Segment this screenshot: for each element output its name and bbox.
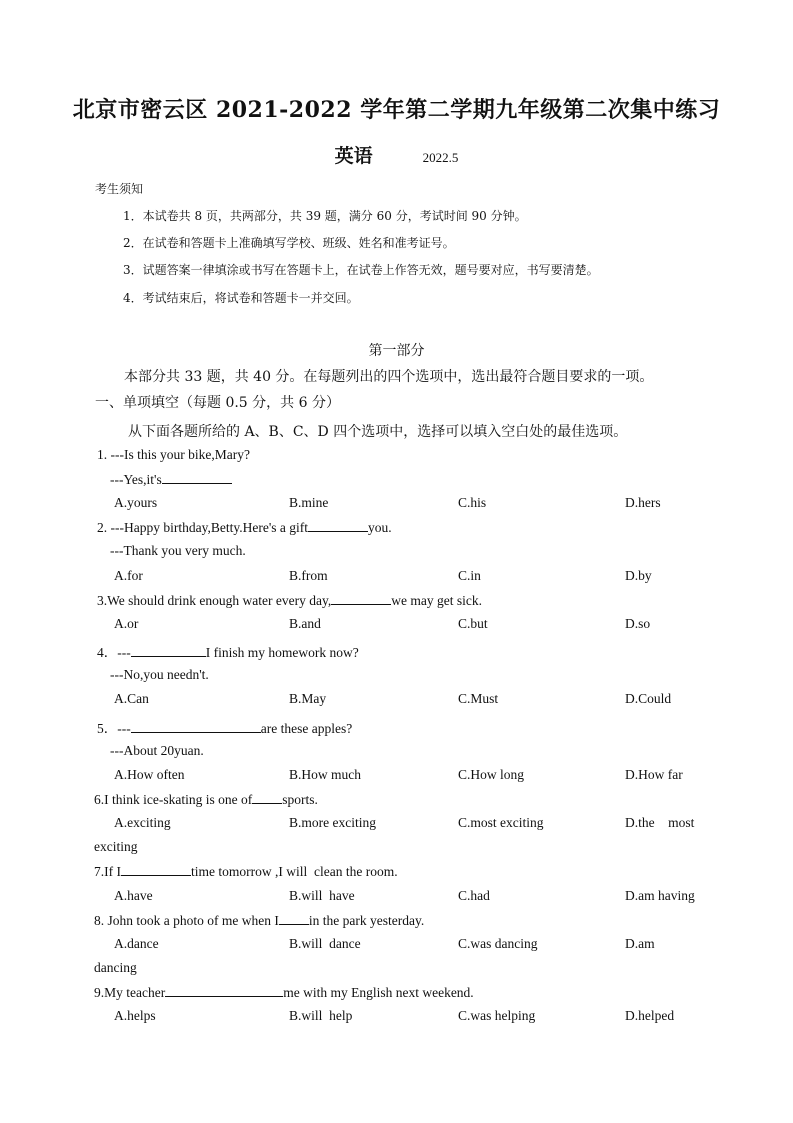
- question-5-response: ---About 20yuan.: [110, 743, 204, 758]
- answer-blank: [308, 519, 368, 532]
- option: D.Could: [625, 691, 672, 706]
- option: B.May: [289, 691, 327, 706]
- option: A.helps: [114, 1008, 156, 1023]
- option: A.exciting: [114, 815, 171, 830]
- question-9: 9.My teacher me with my English next weekend.: [94, 985, 474, 1000]
- answer-blank: [331, 592, 391, 605]
- question-4-response: ---No,you needn't.: [110, 667, 209, 682]
- notice-item: 4．考试结束后，将试卷和答题卡一并交回。: [123, 291, 359, 305]
- question-1: 1. ---Is this your bike,Mary?: [97, 447, 250, 462]
- question-8: 8. John took a photo of me when I in the park yesterday.: [94, 913, 425, 928]
- option: A.Can: [114, 691, 149, 706]
- part-title: 第一部分: [368, 343, 425, 359]
- question-7: 7.If I time tomorrow ,I will clean the room.: [94, 864, 398, 879]
- question-3: 3.We should drink enough water every day, we may get sick.: [97, 593, 482, 608]
- exam-date: 2022.5: [422, 150, 459, 165]
- answer-blank: [131, 644, 206, 657]
- option-wrap: dancing: [94, 960, 137, 975]
- option: C.but: [458, 616, 488, 631]
- option: C.had: [458, 888, 490, 903]
- option-wrap: exciting: [94, 839, 138, 854]
- option: A.have: [114, 888, 153, 903]
- answer-blank: [165, 984, 283, 997]
- option: D.How far: [625, 767, 683, 782]
- option: D.am: [625, 936, 655, 951]
- notice-heading: 考生须知: [95, 182, 144, 196]
- option: D.helped: [625, 1008, 675, 1023]
- subject: 英语: [334, 145, 373, 167]
- option: A.yours: [114, 495, 158, 510]
- option: C.in: [458, 568, 481, 583]
- option: A.or: [114, 616, 139, 631]
- option: D.hers: [625, 495, 661, 510]
- option: C.his: [458, 495, 487, 510]
- question-6: 6.I think ice-skating is one of sports.: [94, 792, 318, 807]
- answer-blank: [279, 912, 309, 925]
- option: D.am having: [625, 888, 695, 903]
- question-1-response: ---Yes,it's: [110, 471, 232, 488]
- option: B.will help: [289, 1008, 353, 1023]
- option: B.will have: [289, 888, 355, 903]
- option: B.more exciting: [289, 815, 376, 830]
- notice-item: 2．在试卷和答题卡上准确填写学校、班级、姓名和准考证号。: [123, 236, 455, 250]
- option: A.dance: [114, 936, 159, 951]
- option: B.mine: [289, 495, 329, 510]
- option: D.so: [625, 616, 651, 631]
- option: A.How often: [114, 767, 185, 782]
- option: C.Must: [458, 691, 499, 706]
- option: B.and: [289, 616, 321, 631]
- document-title: 北京市密云区 2021-2022 学年第二学期九年级第二次集中练习: [72, 97, 721, 123]
- option: C.was helping: [458, 1008, 536, 1023]
- notice-item: 1．本试卷共 8 页，共两部分，共 39 题，满分 60 分，考试时间 90 分钟。: [123, 209, 527, 223]
- question-5: 5．--- are these apples?: [97, 721, 353, 736]
- answer-blank: [121, 863, 191, 876]
- answer-blank: [131, 720, 261, 733]
- subject-line: [0, 141, 793, 168]
- option: C.How long: [458, 767, 525, 782]
- option: D.by: [625, 568, 652, 583]
- question-2: 2. ---Happy birthday,Betty.Here's a gift you.: [97, 520, 392, 535]
- question-2-response: ---Thank you very much.: [110, 543, 246, 558]
- answer-blank: [162, 471, 232, 484]
- section-instruction: 从下面各题所给的 A、B、C、D 四个选项中，选择可以填入空白处的最佳选项。: [128, 424, 628, 440]
- option: C.was dancing: [458, 936, 538, 951]
- option: D.the most: [625, 815, 695, 830]
- notice-item: 3．试题答案一律填涂或书写在答题卡上，在试卷上作答无效，题号要对应，书写要清楚。: [123, 263, 599, 277]
- option: B.from: [289, 568, 328, 583]
- option: C.most exciting: [458, 815, 544, 830]
- question-4: 4．--- I finish my homework now?: [97, 645, 359, 660]
- part-intro: 本部分共 33 题，共 40 分。在每题列出的四个选项中，选出最符合题目要求的一项。: [124, 369, 654, 385]
- section-title: 一、单项填空（每题 0.5 分，共 6 分）: [95, 395, 340, 411]
- option: B.will dance: [289, 936, 361, 951]
- answer-blank: [252, 791, 282, 804]
- option: B.How much: [289, 767, 361, 782]
- option: A.for: [114, 568, 143, 583]
